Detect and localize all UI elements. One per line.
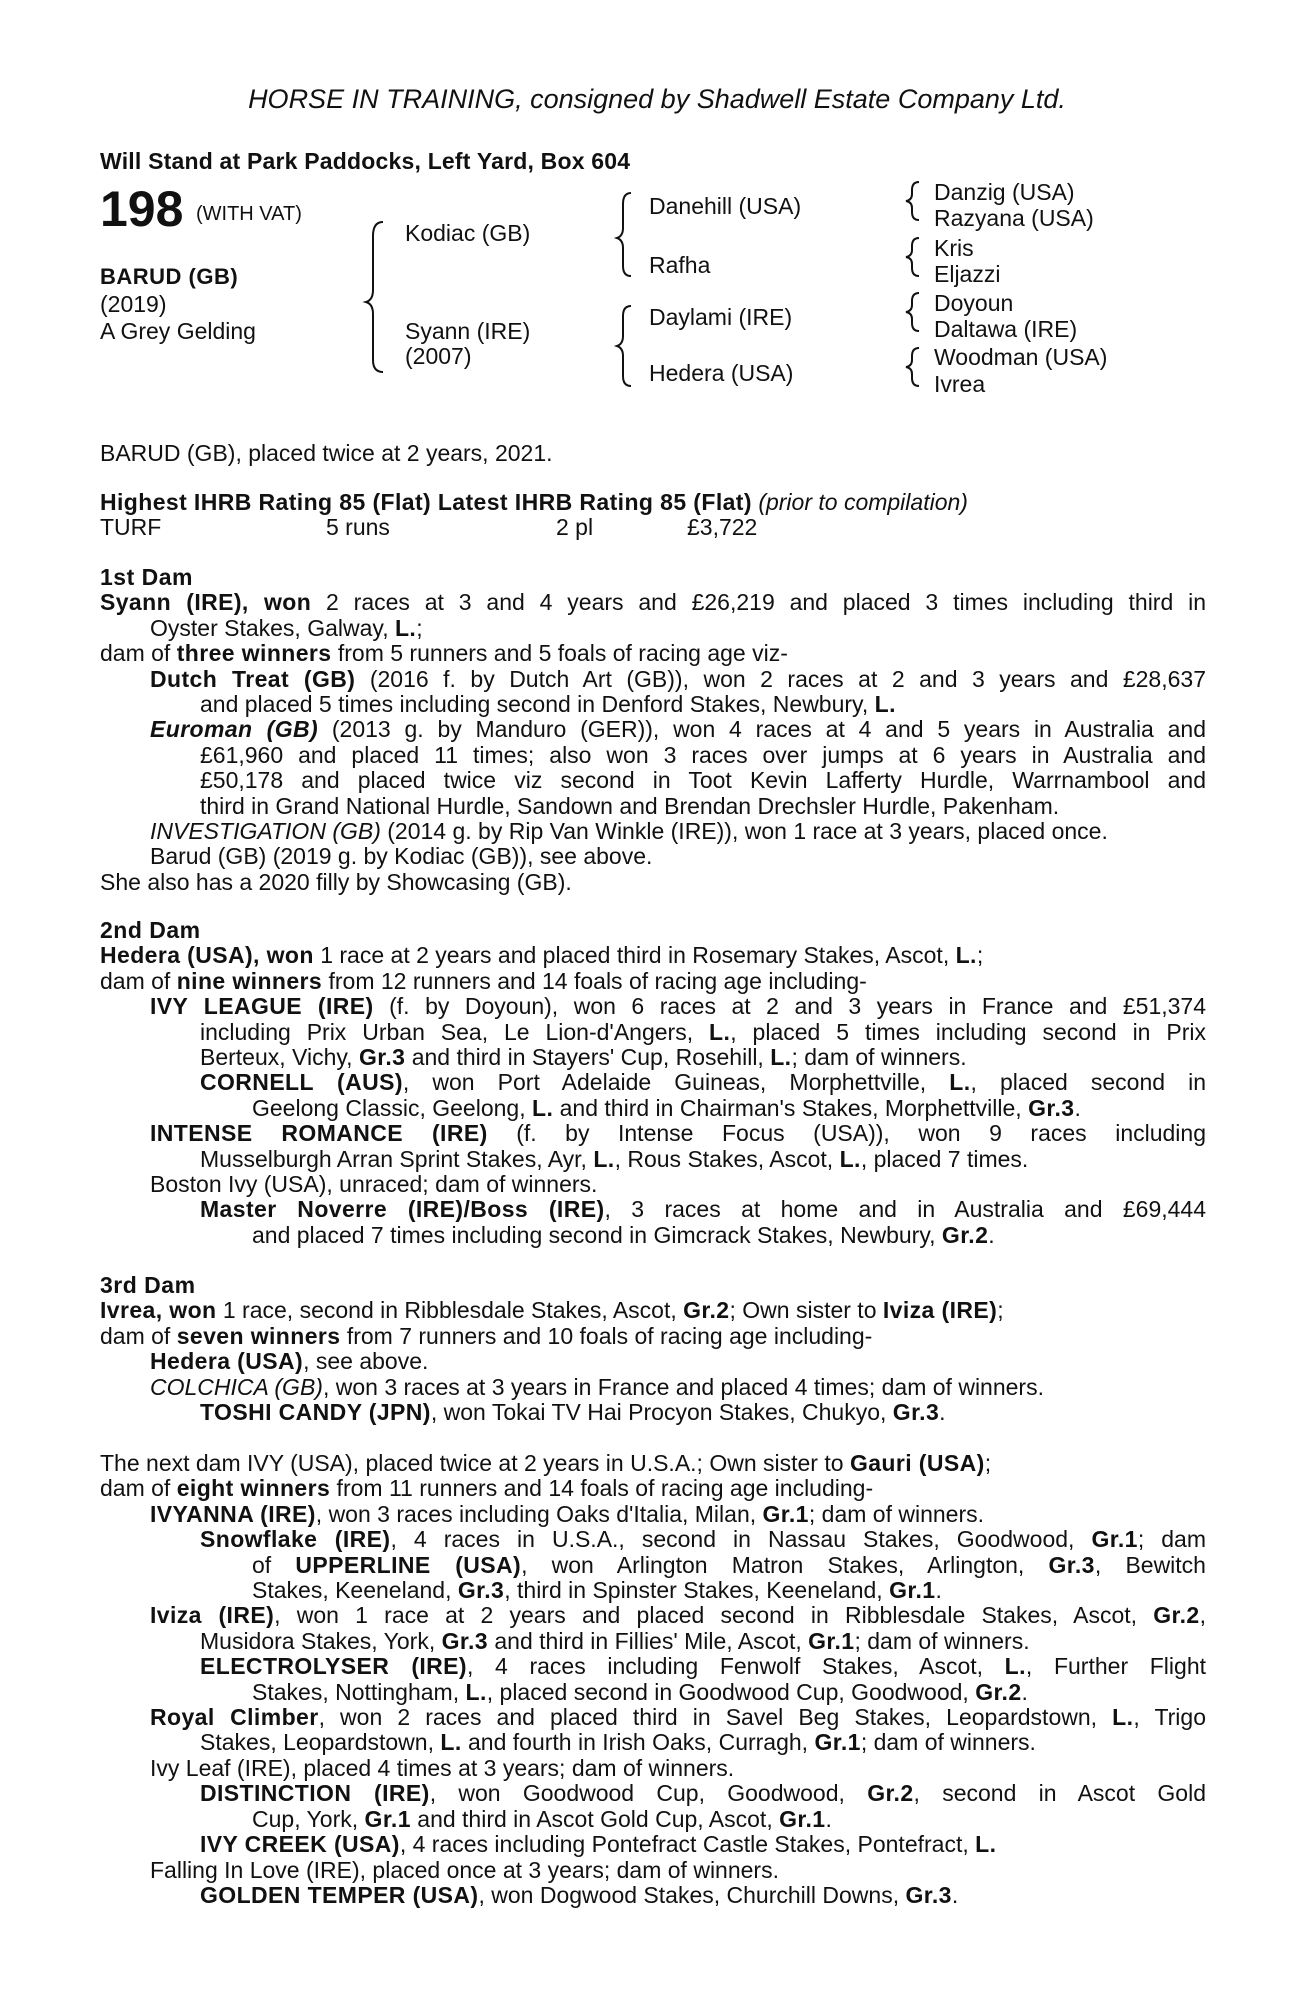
race-grade: L. [440, 1729, 462, 1756]
pedigree-gen3-7: Woodman (USA) [934, 344, 1108, 370]
produce-entry: Musselburgh Arran Sprint Stakes, Ayr, L., Rous Stakes, Ascot, L., placed 7 times. [200, 1145, 1029, 1172]
produce-entry: Geelong Classic, Geelong, L. and third in Chairman's Stakes, Morphettville, Gr.3. [252, 1094, 1081, 1121]
lot-vat-note: (WITH VAT) [196, 203, 302, 225]
produce-entry: £61,960 and placed 11 times; also won 3 races over jumps at 6 years in Australia and [200, 741, 1206, 768]
produce-name: Euroman (GB) [150, 716, 319, 743]
produce-entry: ELECTROLYSER (IRE), 4 races including Fenwolf Stakes, Ascot, L., Further Flight [200, 1653, 1206, 1680]
produce-record: (2016 f. by Dutch Art (GB)), won 2 races at 2 and 3 years and £28,637 [355, 665, 1206, 692]
produce-entry: Stakes, Nottingham, L., placed second in Goodwood Cup, Goodwood, Gr.2. [252, 1678, 1028, 1705]
race-grade: Gr.1 [364, 1805, 411, 1832]
race-grade: Gr.1 [814, 1729, 861, 1756]
text: dam of [100, 967, 177, 994]
produce-name: Dutch Treat (GB) [150, 665, 356, 692]
race-grade: Gr.3 [441, 1627, 488, 1654]
race-grade: Gr.2 [941, 1221, 989, 1248]
dam-produce-line [100, 969, 1206, 994]
produce-entry: of UPPERLINE (USA), won Arlington Matron Stakes, Arlington, Gr.3, Bewitch [252, 1551, 1206, 1578]
produce-entry: IVY CREEK (USA), 4 races including Pontefract Castle Stakes, Pontefract, L. [200, 1831, 997, 1858]
produce-entry: Boston Ivy (USA), unraced; dam of winners. [150, 1171, 598, 1198]
record-placed: 2 pl [556, 514, 594, 540]
race-grade: L. [955, 942, 977, 969]
race-grade: L. [593, 1145, 615, 1172]
record-surface: TURF [100, 514, 162, 540]
produce-entry: TOSHI CANDY (JPN), won Tokai TV Hai Procyon Stakes, Chukyo, Gr.3. [200, 1399, 946, 1426]
produce-name: INVESTIGATION (GB) [150, 818, 381, 845]
dam-name: Hedera (USA), won [100, 942, 314, 969]
produce-entry: Stakes, Leopardstown, L. and fourth in Irish Oaks, Curragh, Gr.1; dam of winners. [200, 1729, 1036, 1756]
pedigree-dam: Syann (IRE) [405, 318, 531, 344]
catalogue-header: HORSE IN TRAINING, consigned by Shadwell Estate Company Ltd. [248, 84, 1066, 114]
produce-entry: Iviza (IRE), won 1 race at 2 years and placed second in Ribblesdale Stakes, Ascot, Gr.2, [150, 1602, 1206, 1629]
produce-entry: £50,178 and placed twice viz second in Toot Kevin Lafferty Hurdle, Warrnambool and [200, 767, 1206, 794]
sister-name: Gauri (USA) [849, 1450, 985, 1476]
winners-count: eight winners [176, 1475, 331, 1502]
race-grade: Gr.2 [1153, 1602, 1200, 1629]
produce-name: INTENSE ROMANCE (IRE) [150, 1120, 488, 1147]
produce-name: UPPERLINE (USA) [295, 1551, 522, 1578]
dam-record: 1 race at 2 years and placed third in Rosemary Stakes, Ascot, [313, 942, 956, 969]
dam-line [100, 616, 1206, 641]
produce-note: She also has a 2020 filly by Showcasing (GB). [100, 868, 572, 895]
produce-record: (2013 g. by Manduro (GER)), won 4 races at 4 and 5 years in Australia and [318, 716, 1206, 743]
produce-entry: and placed 7 times including second in Gimcrack Stakes, Newbury, Gr.2. [252, 1221, 995, 1248]
produce-entry: CORNELL (AUS), won Port Adelaide Guineas, Morphettville, L., placed second in [200, 1069, 1207, 1096]
produce-name: ELECTROLYSER (IRE) [200, 1653, 467, 1680]
race-grade: Gr.3 [457, 1577, 505, 1604]
section-heading: 3rd Dam [100, 1272, 196, 1298]
punct: ; [976, 942, 984, 969]
horse-description: A Grey Gelding [100, 318, 256, 344]
produce-entry: Falling In Love (IRE), placed once at 3 years; dam of winners. [150, 1856, 779, 1883]
dam-produce-line [100, 641, 1206, 666]
dam-line [100, 590, 1206, 615]
produce-name: Royal Climber [150, 1704, 319, 1731]
produce-entry: third in Grand National Hurdle, Sandown and Brendan Drechsler Hurdle, Pakenham. [200, 792, 1060, 819]
race-grade: Gr.1 [808, 1627, 855, 1654]
pedigree-gen3-8: Ivrea [934, 371, 986, 397]
race-grade: L. [770, 1044, 792, 1071]
rating-line [100, 490, 968, 515]
produce-entry: Hedera (USA), see above. [150, 1348, 429, 1375]
rating-note: (prior to compilation) [758, 489, 968, 515]
dam-record: Oyster Stakes, Galway, [150, 614, 395, 641]
race-grade: L. [532, 1094, 554, 1121]
first-dam-section [100, 565, 1206, 895]
race-grade: Gr.2 [867, 1780, 914, 1807]
pedigree-gen3-1: Danzig (USA) [934, 179, 1075, 205]
race-grade: L. [1112, 1704, 1134, 1731]
produce-name: Master Noverre (IRE)/Boss (IRE) [200, 1196, 605, 1223]
race-grade: Gr.3 [905, 1881, 952, 1908]
sister-name: Iviza (IRE) [882, 1297, 998, 1324]
dam-produce-line: dam of eight winners from 11 runners and 14 foals of racing age including- [100, 1475, 874, 1502]
produce-entry [100, 717, 1206, 742]
section-heading: 2nd Dam [100, 917, 201, 943]
produce-entry: GOLDEN TEMPER (USA), won Dogwood Stakes, Churchill Downs, Gr.3. [200, 1881, 959, 1908]
produce-entry: DISTINCTION (IRE), won Goodwood Cup, Goodwood, Gr.2, second in Ascot Gold [200, 1780, 1206, 1807]
race-grade: L. [949, 1069, 971, 1096]
produce-entry [100, 667, 1206, 692]
produce-name: Iviza (IRE) [150, 1602, 275, 1629]
produce-record: (f. by Doyoun), won 6 races at 2 and 3 years in France and £51,374 [373, 993, 1206, 1020]
produce-entry: Snowflake (IRE), 4 races in U.S.A., second in Nassau Stakes, Goodwood, Gr.1; dam [200, 1526, 1206, 1553]
pedigree-dam-dam: Hedera (USA) [649, 360, 794, 386]
produce-name: IVYANNA (IRE) [150, 1500, 316, 1527]
race-grade: L. [874, 691, 896, 718]
race-grade: L. [839, 1145, 861, 1172]
dam-name: Ivrea, won [100, 1297, 217, 1324]
produce-name: CORNELL (AUS) [200, 1069, 403, 1096]
produce-entry: including Prix Urban Sea, Le Lion-d'Angers, L., placed 5 times including second in Prix [200, 1018, 1206, 1045]
produce-name: COLCHICA (GB) [150, 1373, 323, 1400]
third-dam-section [100, 1273, 1206, 1425]
produce-name: IVY CREEK (USA) [200, 1831, 400, 1858]
race-grade: Gr.3 [358, 1044, 406, 1071]
produce-entry: Musidora Stakes, York, Gr.3 and third in Fillies' Mile, Ascot, Gr.1; dam of winners. [200, 1627, 1030, 1654]
produce-entry: Cup, York, Gr.1 and third in Ascot Gold Cup, Ascot, Gr.1. [252, 1805, 832, 1832]
pedigree-sire-sire: Danehill (USA) [649, 193, 802, 219]
produce-name: IVY LEAGUE (IRE) [150, 993, 374, 1020]
produce-entry [100, 819, 1206, 844]
race-grade: Gr.1 [1091, 1526, 1138, 1553]
produce-entry: Royal Climber, won 2 races and placed third in Savel Beg Stakes, Leopardstown, L., Trigo [150, 1704, 1206, 1731]
race-grade: L. [394, 614, 417, 641]
winners-count: seven winners [176, 1322, 341, 1349]
race-grade: Gr.2 [975, 1678, 1022, 1705]
lot-number: 198 [100, 181, 184, 237]
race-grade: Gr.3 [1048, 1551, 1095, 1578]
race-grade: L. [1004, 1653, 1026, 1680]
dam-record: 2 races at 3 and 4 years and £26,219 and placed 3 times including third in [311, 589, 1206, 616]
produce-entry: Stakes, Keeneland, Gr.3, third in Spinster Stakes, Keeneland, Gr.1. [252, 1577, 942, 1604]
pedigree-gen3-2: Razyana (USA) [934, 205, 1094, 231]
race-grade: Gr.1 [889, 1577, 936, 1604]
produce-record: and placed 5 times including second in Denford Stakes, Newbury, [200, 691, 875, 718]
produce-name: Hedera (USA) [150, 1348, 304, 1375]
produce-name: TOSHI CANDY (JPN) [200, 1399, 431, 1426]
produce-entry: Barud (GB) (2019 g. by Kodiac (GB)), see above. [150, 843, 653, 870]
race-grade: L. [975, 1831, 997, 1858]
text: dam of [100, 640, 177, 667]
produce-entry: COLCHICA (GB), won 3 races at 3 years in France and placed 4 times; dam of winners. [150, 1373, 1044, 1400]
dam-name: Syann (IRE), won [100, 589, 312, 616]
pedigree-sire-dam: Rafha [649, 252, 711, 278]
record-earnings: £3,722 [687, 514, 758, 540]
produce-entry [100, 994, 1206, 1019]
rating-text: Highest IHRB Rating 85 (Flat) Latest IHRB Rating 85 (Flat) [100, 489, 752, 515]
race-grade: Gr.3 [892, 1399, 940, 1426]
produce-entry: IVYANNA (IRE), won 3 races including Oaks d'Italia, Milan, Gr.1; dam of winners. [150, 1500, 985, 1527]
text: from 12 runners and 14 foals of racing age including- [322, 967, 867, 994]
produce-entry [100, 692, 1206, 717]
produce-entry: Berteux, Vichy, Gr.3 and third in Stayers' Cup, Rosehill, L.; dam of winners. [200, 1044, 967, 1071]
text: from 5 runners and 5 foals of racing age viz- [331, 640, 788, 667]
produce-entry: Ivy Leaf (IRE), placed 4 times at 3 years; dam of winners. [150, 1754, 735, 1781]
pedigree-gen3-6: Daltawa (IRE) [934, 316, 1078, 342]
horse-year: (2019) [100, 291, 167, 317]
race-grade: L. [465, 1678, 487, 1705]
produce-record: (2014 g. by Rip Van Winkle (IRE)), won 1 race at 3 years, placed once. [380, 818, 1108, 845]
dam-line: Ivrea, won 1 race, second in Ribblesdale Stakes, Ascot, Gr.2; Own sister to Iviza (IRE); [100, 1297, 1004, 1324]
pedigree-sire: Kodiac (GB) [405, 220, 531, 246]
race-grade: L. [709, 1018, 731, 1045]
record-runs: 5 runs [326, 514, 390, 540]
second-dam-section [100, 918, 1206, 1248]
winners-count: nine winners [176, 967, 323, 994]
pedigree-gen3-4: Eljazzi [934, 261, 1001, 287]
punct: ; [416, 614, 423, 641]
fourth-dam-section [100, 1451, 1206, 1908]
produce-name: DISTINCTION (IRE) [200, 1780, 430, 1807]
horse-name: BARUD (GB) [100, 264, 239, 289]
produce-name: GOLDEN TEMPER (USA) [200, 1881, 479, 1908]
race-grade: Gr.1 [779, 1805, 826, 1832]
produce-entry: Master Noverre (IRE)/Boss (IRE), 3 races at home and in Australia and £69,444 [200, 1196, 1207, 1223]
race-grade: Gr.3 [1028, 1094, 1075, 1121]
winners-count: three winners [176, 640, 332, 667]
section-heading: 1st Dam [100, 564, 193, 590]
pedigree-dam-year: (2007) [405, 343, 472, 369]
pedigree-dam-sire: Daylami (IRE) [649, 304, 793, 330]
dam-line [100, 943, 1206, 968]
dam-line: The next dam IVY (USA), placed twice at 2 years in U.S.A.; Own sister to Gauri (USA); [100, 1450, 992, 1476]
race-summary: BARUD (GB), placed twice at 2 years, 2021. [100, 440, 553, 466]
pedigree-gen3-5: Doyoun [934, 290, 1014, 316]
produce-entry: INTENSE ROMANCE (IRE) (f. by Intense Focus (USA)), won 9 races including [150, 1120, 1206, 1147]
pedigree-gen3-3: Kris [934, 235, 974, 261]
dam-produce-line: dam of seven winners from 7 runners and 10 foals of racing age including- [100, 1322, 873, 1349]
race-grade: Gr.2 [683, 1297, 730, 1324]
produce-name: Snowflake (IRE) [200, 1526, 391, 1553]
race-grade: Gr.1 [762, 1500, 809, 1527]
stand-location: Will Stand at Park Paddocks, Left Yard, Box 604 [100, 148, 631, 174]
